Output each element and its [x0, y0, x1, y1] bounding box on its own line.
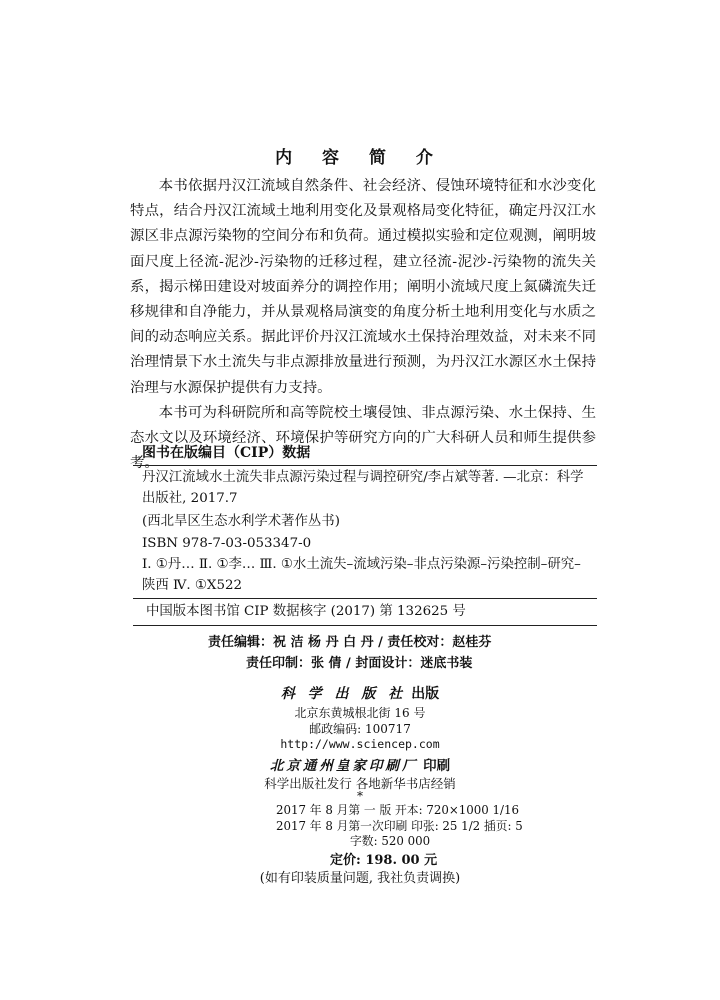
cip-heading: 图书在版编目（CIP）数据: [142, 445, 311, 461]
printer-action: 印刷: [423, 758, 451, 774]
cip-data-number: 中国版本图书馆 CIP 数据核字 (2017) 第 132625 号: [146, 604, 466, 619]
publisher-zip: 邮政编码: 100717: [309, 722, 411, 736]
edition-row: 2017 年 8 月第 一 版 开本: 720×1000 1/16: [276, 803, 519, 817]
separator-star: *: [357, 789, 363, 803]
credits-editors: [0, 631, 720, 650]
printer-line: [0, 754, 720, 774]
divider: [133, 465, 597, 466]
cip-subjects: Ⅰ. ①丹… Ⅱ. ①李… Ⅲ. ①水土流失–流域污染–非点污染源–污染控制–研究–陕西 Ⅳ. ①X522: [142, 557, 581, 593]
printing-row: 2017 年 8 月第一次印刷 印张: 25 1/2 插页: 5: [276, 818, 523, 833]
cip-isbn: ISBN 978-7-03-053347-0: [142, 536, 312, 551]
summary-title: 内 容 简 介: [275, 148, 445, 168]
price: 定价: 198. 00 元: [330, 853, 438, 868]
divider: [133, 625, 597, 626]
publisher-url: http://www.sciencep.com: [280, 737, 440, 751]
cip-description: 丹汉江流域水土流失非点源污染过程与调控研究/李占斌等著. —北京：科学出版社, 2017.7: [142, 470, 584, 506]
printer-logo: 北京通州皇家印刷厂: [269, 758, 419, 774]
summary-body: [130, 174, 596, 476]
credits-line: 责任编辑：祝 洁 杨 丹 白 丹 / 责任校对：赵桂芬: [208, 635, 492, 650]
publisher-line: [0, 683, 720, 703]
summary-paragraph: 本书依据丹汉江流域自然条件、社会经济、侵蚀环境特征和水沙变化特点，结合丹汉江流域土地利用变化及景观格局变化特征，确定丹汉江水源区非点源污染物的空间分布和负荷。通过模拟实验和定位观测，阐明坡面尺度上径流-泥沙-污染物的迁移过程，建立径流-泥沙-污染物的流失关系，揭示梯田建设对坡面养分的调控作用；阐明小流域尺度上氮磷流失迁移规律和自净能力，并从景观格局演变的角度分析土地利用变化与水质之间的动态响应关系。据此评价丹汉江流域水土保持治理效益，对未来不同治理情景下水土流失与非点源排放量进行预测，为丹汉江水源区水土保持治理与水源保护提供有力支持。: [130, 178, 596, 396]
credits-production: [0, 652, 720, 671]
cip-series: (西北旱区生态水利学术著作丛书): [142, 514, 340, 529]
quality-note: (如有印装质量问题, 我社负责调换): [259, 871, 461, 886]
word-count: 字数: 520 000: [350, 834, 431, 848]
distribution: 科学出版社发行 各地新华书店经销: [264, 776, 456, 791]
divider: [133, 598, 597, 599]
publisher-action: 出版: [411, 686, 440, 702]
publisher-logo: 科 学 出 版 社: [280, 686, 407, 702]
summary-paragraph: 本书可为科研院所和高等院校土壤侵蚀、非点源污染、水土保持、生态水文以及环境经济、环境保护等研究方向的广大科研人员和师生提供参考。: [130, 404, 596, 472]
book-specs: [276, 803, 523, 850]
publisher-address: 北京东黄城根北街 16 号: [294, 706, 426, 720]
credits-line: 责任印制：张 倩 / 封面设计：迷底书装: [246, 656, 473, 671]
